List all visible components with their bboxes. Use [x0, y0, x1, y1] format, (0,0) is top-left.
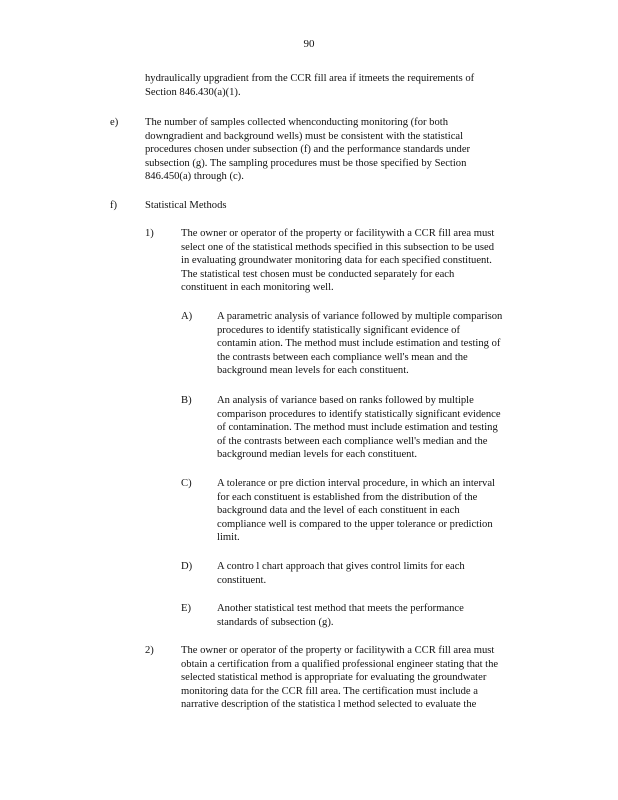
text-line: The statistical test chosen must be conducted separately for each	[181, 268, 455, 280]
text-line: of contamination. The method must include estimation and testing	[217, 422, 498, 433]
text-line: downgradient and background wells) must be consistent with the statistical	[145, 130, 464, 142]
text-line: background median levels for each constituent.	[217, 449, 418, 460]
subitem-d-label: D)	[181, 561, 193, 572]
item-2-label: 2)	[145, 645, 154, 656]
subitem-b-paragraph	[217, 394, 535, 475]
text-line: background mean levels for each constituent.	[217, 365, 409, 376]
subitem-c-paragraph	[217, 477, 525, 558]
subitem-a-label: A)	[181, 311, 193, 322]
text-line: background data and the level of each constituent in each	[217, 505, 460, 516]
item-1-paragraph	[181, 227, 535, 308]
text-line: A contro l chart approach that gives control limits for each	[217, 561, 465, 572]
text-line: The number of samples collected whenconducting monitoring (for both	[145, 117, 449, 128]
subitem-e-paragraph	[217, 602, 483, 643]
subitem-e-label: E)	[181, 603, 191, 614]
subitem-d-paragraph	[217, 560, 489, 601]
item-2-paragraph	[181, 644, 537, 725]
text-line: hydraulically upgradient from the CCR fill area if itmeets the requirements of	[145, 73, 475, 84]
text-line: subsection (g). The sampling procedures must be those specified by Section	[145, 157, 467, 169]
page-number: 90	[303, 38, 315, 50]
text-line: standards of subsection (g).	[217, 616, 334, 628]
text-line: narrative description of the statistica l method selected to evaluate the	[181, 699, 477, 710]
text-line: in evaluating groundwater monitoring data for each specified constituent.	[181, 255, 492, 266]
text-line: constituent.	[217, 574, 267, 586]
text-line: The owner or operator of the property or facilitywith a CCR fill area must	[181, 645, 495, 656]
text-line: comparison procedures to identify statistically significant evidence	[217, 408, 501, 420]
subitem-b-label: B)	[181, 395, 192, 406]
text-line: procedures chosen under subsection (f) and the performance standards under	[145, 144, 471, 155]
text-line: A tolerance or pre diction interval procedure, in which an interval	[217, 478, 495, 489]
text-line: constituent in each monitoring well.	[181, 282, 334, 293]
text-line: 846.450(a) through (c).	[145, 171, 244, 182]
section-e-label: e)	[110, 117, 119, 128]
text-line: select one of the statistical methods specified in this subsection to be used	[181, 241, 495, 253]
text-line: An analysis of variance based on ranks followed by multiple	[217, 395, 474, 406]
section-e-paragraph	[145, 116, 510, 197]
text-line: monitoring data for the CCR fill area. The certification must include a	[181, 685, 478, 697]
subitem-c-label: C)	[181, 478, 192, 489]
text-line: selected statistical method is appropriate for evaluating the groundwater	[181, 672, 487, 683]
text-line: The owner or operator of the property or facilitywith a CCR fill area must	[181, 228, 495, 239]
section-f-label: f)	[110, 200, 118, 211]
intro-paragraph	[145, 72, 519, 113]
text-line: the contrasts between each compliance well's mean and the	[217, 351, 468, 363]
text-line: of the contrasts between each compliance well's median and the	[217, 435, 488, 447]
text-line: Another statistical test method that meets the performance	[217, 603, 464, 614]
text-line: compliance well is compared to the upper tolerance or prediction	[217, 518, 493, 530]
section-f-title: Statistical Methods	[145, 200, 227, 211]
text-line: Section 846.430(a)(1).	[145, 86, 241, 98]
text-line: contamin ation. The method must include estimation and testing of	[217, 338, 501, 349]
subitem-a-paragraph	[217, 310, 535, 391]
text-line: procedures to identify statistically significant evidence of	[217, 324, 460, 336]
text-line: A parametric analysis of variance followed by multiple comparison	[217, 311, 503, 322]
text-line: obtain a certification from a qualified professional engineer stating that the	[181, 658, 499, 670]
text-line: limit.	[217, 532, 240, 543]
item-1-label: 1)	[145, 228, 154, 239]
text-line: for each constituent is established from the distribution of the	[217, 491, 478, 503]
